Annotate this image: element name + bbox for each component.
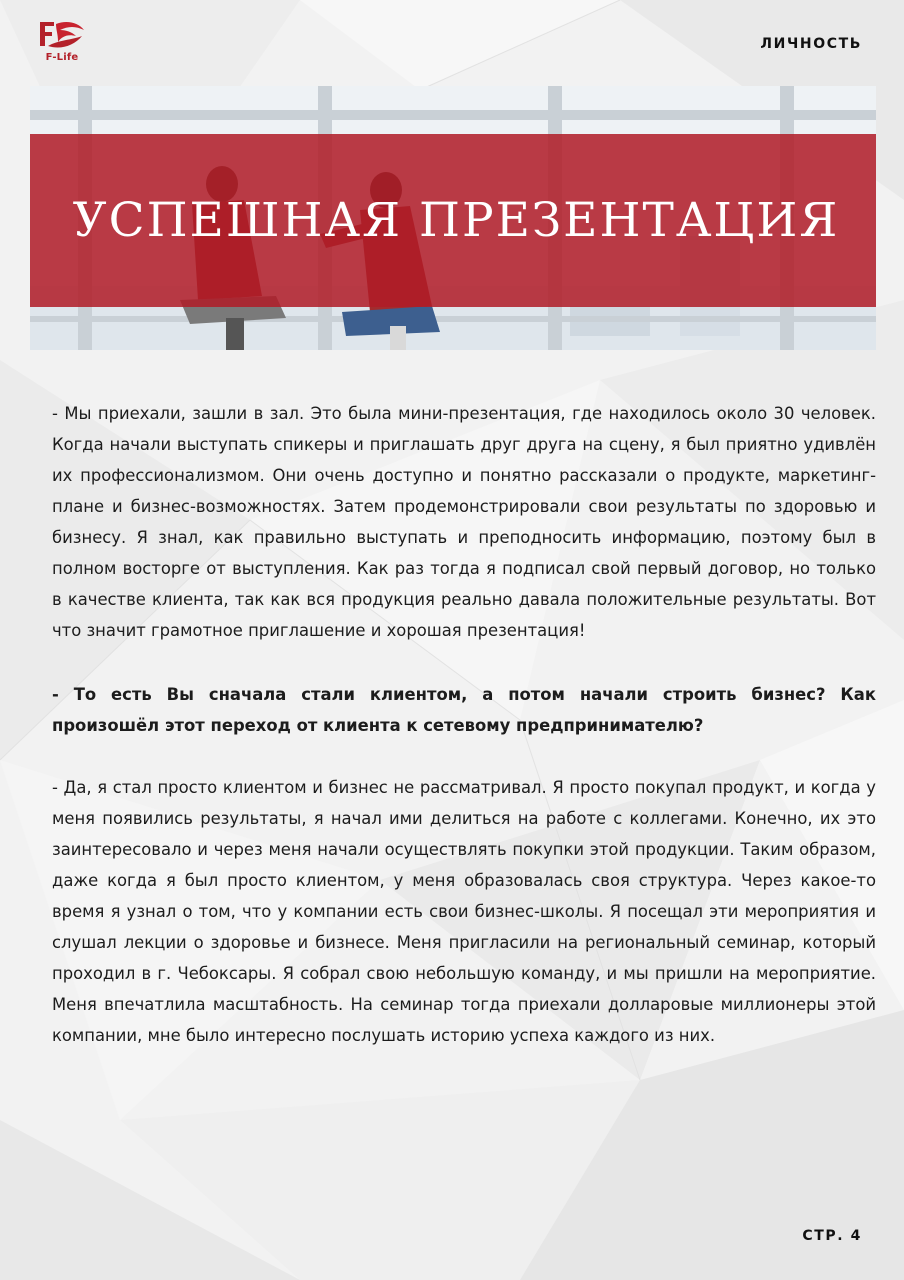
page-title: УСПЕШНАЯ ПРЕЗЕНТАЦИЯ (72, 193, 840, 248)
brand-logo (36, 18, 88, 68)
answer-paragraph-1: - Мы приехали, зашли в зал. Это была мини-презентация, где находилось около 30 человек. Когда начали выступать спикеры и приглашать друг друга на сцену, я был приятно удивлён их профессионализмом. Они очень доступно и понятно рассказали о продукте, маркетинг-плане и бизнес-возможностях. Затем продемонстрировали свои результаты по здоровью и бизнесу. Я знал, как правильно выступать и преподносить информацию, поэтому был в полном восторге от выступления. Как раз тогда я подписал свой первый договор, но только в качестве клиента, так как вся продукция реально давала положительные результаты. Вот что значит грамотное приглашение и хорошая презентация! (52, 404, 876, 640)
title-band (30, 134, 876, 307)
brand-name: F-Life (45, 52, 79, 63)
section-label: ЛИЧНОСТЬ (760, 36, 862, 52)
hero-banner (30, 86, 876, 350)
answer-paragraph-2: - Да, я стал просто клиентом и бизнес не рассматривал. Я просто покупал продукт, и когда у меня появились результаты, я начал ими делиться на работе с коллегами. Конечно, их это заинтересовало и через меня начали осуществлять покупки этой продукции. Таким образом, даже когда я был просто клиентом, у меня образовалась своя структура. Через какое-то время я узнал о том, что у компании есть свои бизнес-школы. Я посещал эти мероприятия и слушал лекции о здоровье и бизнесе. Меня пригласили на региональный семинар, который проходил в г. Чебоксары. Я собрал свою небольшую команду, и мы пришли на мероприятие. Меня впечатлила масштабность. На семинар тогда приехали долларовые миллионеры этой компании, мне было интересно послушать историю успеха каждого из них. (52, 778, 876, 1045)
article-body (52, 398, 876, 1051)
page-number: СТР. 4 (802, 1228, 862, 1244)
interview-question: - То есть Вы сначала стали клиентом, а потом начали строить бизнес? Как произошёл этот переход от клиента к сетевому предпринимателю? (52, 685, 876, 735)
brand-logo-mark (36, 18, 88, 54)
